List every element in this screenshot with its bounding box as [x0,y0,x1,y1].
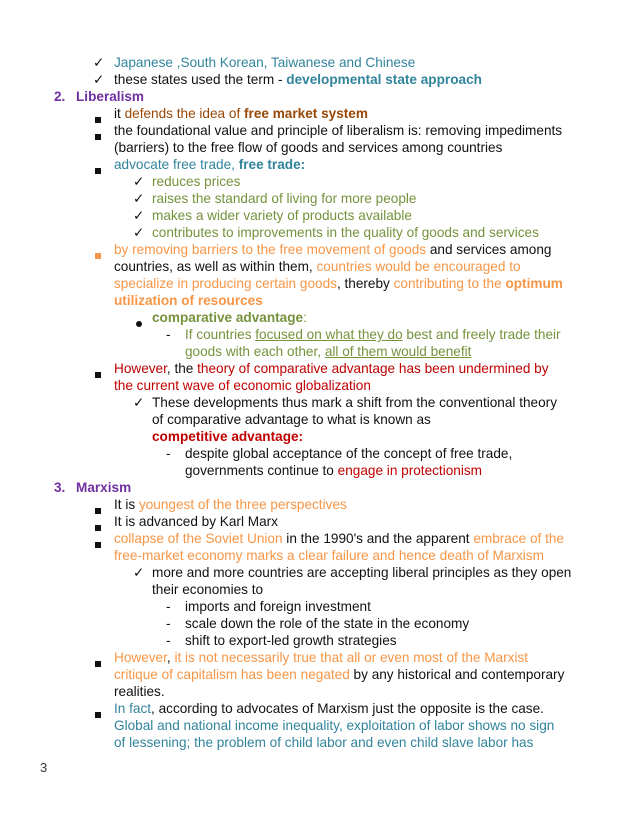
dash-icon: - [166,633,171,648]
bullet-item: by removing barriers to the free movement of goods and services among [0,241,638,258]
dash-item: - despite global acceptance of the concept of free trade, [166,446,513,461]
page-number: 3 [40,760,48,775]
round-bullet-item: comparative advantage: [0,309,638,326]
check-item: ✓ these states used the term - developmental state approach [93,72,482,87]
check-item: ✓ more and more countries are accepting liberal principles as they open [133,565,572,580]
check-item: ✓ makes a wider variety of products available [133,208,412,223]
bullet-item: it defends the idea of free market system [0,105,638,122]
bullet-item: collapse of the Soviet Union in the 1990's and the apparent embrace of the [0,530,638,547]
dash-item: - imports and foreign investment [166,599,371,614]
bullet-item: However, the theory of comparative advantage has been undermined by [0,360,638,377]
document-page: ✓ Japanese ,South Korean, Taiwanese and Chinese ✓ these states used the term - developmental state approach 2. Liberalism it defends the idea of free market system the foundational value and principle of liberalism is: removing impediments (barriers) to the free flow of goods and services among countries advocate free trade, free trade: ✓ reduces prices ✓ raises the standard of living for more people ✓ makes a wider variety of products available ✓ contributes to improvements in the quality of goods and services by removing barriers to the free movement of goods and services among countries, as well as within them, countries would be encouraged to specialize in producing certain goods, thereby contributing to the optimum utilization of resources comparative advantage: - If countries focused on what they do best and freely trade their goods with each other, all of them would benefit However, the theory of comparative advantage has been undermined by the current wave of economic globalization ✓ These developments thus mark a shift from the conventional theory of comparative advantage to what is known as competitive advantage: - despite global acceptance of the concept of free trade, governments continue to engage in protectionism 3. Marxism It is youngest of the three perspectives It is advanced by Karl Marx collapse of the Soviet Union in the 1990's and the apparent embrace of the free-market economy marks a clear failure and hence death of Marxism ✓ more and more countries are accepting liberal principles as they open their economies to - imports and foreign investment - scale down the role of the state in the economy - shift to export-led growth strategies However, it is not necessarily true that all or even most of the Marxist critique of capitalism has been negated by any historical and contemporary realities. In fact, according to advocates of Marxism just the opposite is the case. Global and national income inequality, exploitation of labor shows no sign of lessening; the problem of child labor and even child slave labor has [0,54,638,751]
section-heading: 2. Liberalism [54,89,144,104]
check-item: ✓ contributes to improvements in the quality of goods and services [133,225,539,240]
bullet-item: the foundational value and principle of liberalism is: removing impediments [0,122,638,139]
bullet-item: It is advanced by Karl Marx [0,513,638,530]
check-icon: ✓ [133,395,145,410]
check-icon: ✓ [133,225,145,240]
check-item: ✓ reduces prices [133,174,241,189]
dash-icon: - [166,616,171,631]
check-item: ✓ These developments thus mark a shift from the conventional theory [133,395,557,410]
check-icon: ✓ [93,72,105,87]
check-item: ✓ Japanese ,South Korean, Taiwanese and Chinese [93,55,416,70]
bullet-item: It is youngest of the three perspectives [0,496,638,513]
check-item: ✓ raises the standard of living for more people [133,191,417,206]
bullet-item: advocate free trade, free trade: [0,156,638,173]
check-icon: ✓ [93,55,105,70]
check-icon: ✓ [133,565,145,580]
bullet-item: In fact, according to advocates of Marxism just the opposite is the case. [0,700,638,717]
section-heading: 3. Marxism [54,480,132,495]
dash-icon: - [166,599,171,614]
dash-item: - shift to export-led growth strategies [166,633,397,648]
dash-icon: - [166,327,171,342]
check-icon: ✓ [133,174,145,189]
dash-icon: - [166,446,171,461]
dash-item: - scale down the role of the state in the economy [166,616,470,631]
check-icon: ✓ [133,208,145,223]
check-icon: ✓ [133,191,145,206]
dash-item: - If countries focused on what they do best and freely trade their [166,327,561,342]
bullet-item: However, it is not necessarily true that all or even most of the Marxist [0,649,638,666]
